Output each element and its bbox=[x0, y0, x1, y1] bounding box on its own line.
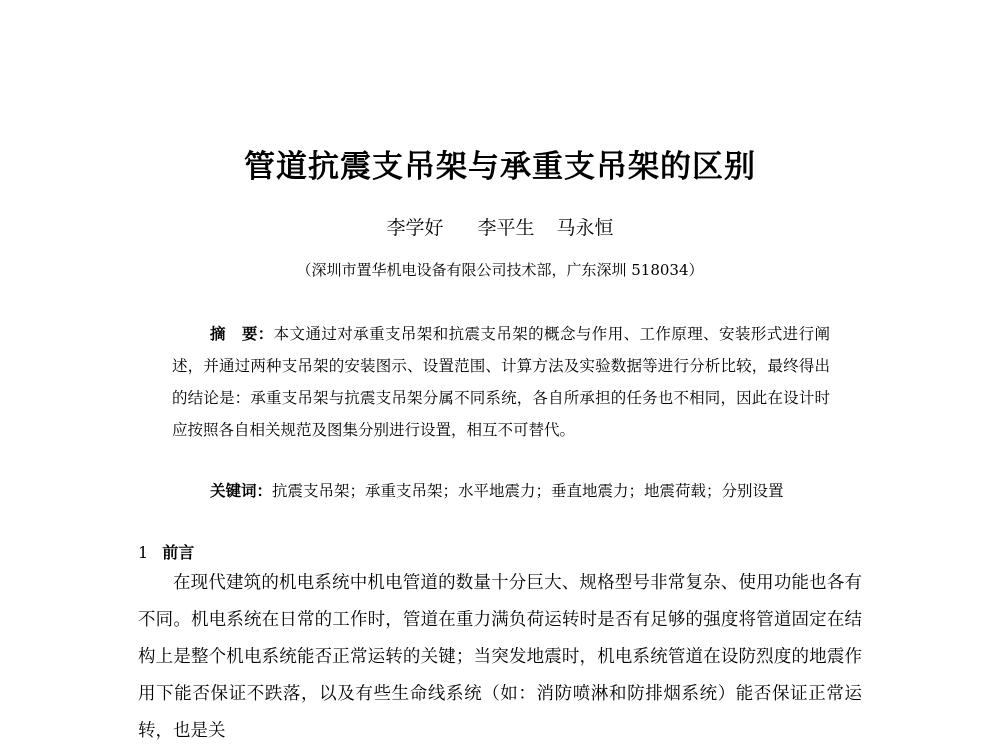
abstract-label: 摘 要： bbox=[210, 325, 274, 343]
abstract bbox=[172, 318, 830, 446]
section-number: 1 bbox=[138, 543, 149, 562]
author-name: 李平生 bbox=[477, 217, 535, 239]
section-heading bbox=[138, 538, 194, 568]
abstract-text: 本文通过对承重支吊架和抗震支吊架的概念与作用、工作原理、安装形式进行阐述，并通过两种支吊架的安装图示、设置范围、计算方法及实验数据等进行分析比较，最终得出的结论是：承重支吊架与抗震支吊架分属不同系统，各自所承担的任务也不相同，因此在设计时应按照各自相关规范及图集分别进行设置，相互不可替代。 bbox=[172, 325, 830, 439]
author-affiliation: （深圳市置华机电设备有限公司技术部，广东深圳 518034） bbox=[296, 261, 704, 279]
section-title: 前言 bbox=[162, 543, 195, 562]
author-name: 马永恒 bbox=[556, 217, 614, 239]
paper-title: 管道抗震支吊架与承重支吊架的区别 bbox=[244, 149, 756, 185]
author-list bbox=[0, 214, 1000, 242]
keywords-label: 关键词： bbox=[210, 482, 273, 500]
author-name: 李学好 bbox=[386, 217, 444, 239]
keywords bbox=[210, 475, 850, 507]
keywords-text: 抗震支吊架；承重支吊架；水平地震力；垂直地震力；地震荷载；分别设置 bbox=[272, 482, 784, 500]
body-paragraph: 在现代建筑的机电系统中机电管道的数量十分巨大、规格型号非常复杂、使用功能也各有不同。机电系统在日常的工作时，管道在重力满负荷运转时是否有足够的强度将管道固定在结构上是整个机电系统能否正常运转的关键；当突发地震时，机电系统管道在设防烈度的地震作用下能否保证不跌落，以及有些生命线系统（如：消防喷淋和防排烟系统）能否保证正常运转，也是关 bbox=[138, 573, 862, 741]
